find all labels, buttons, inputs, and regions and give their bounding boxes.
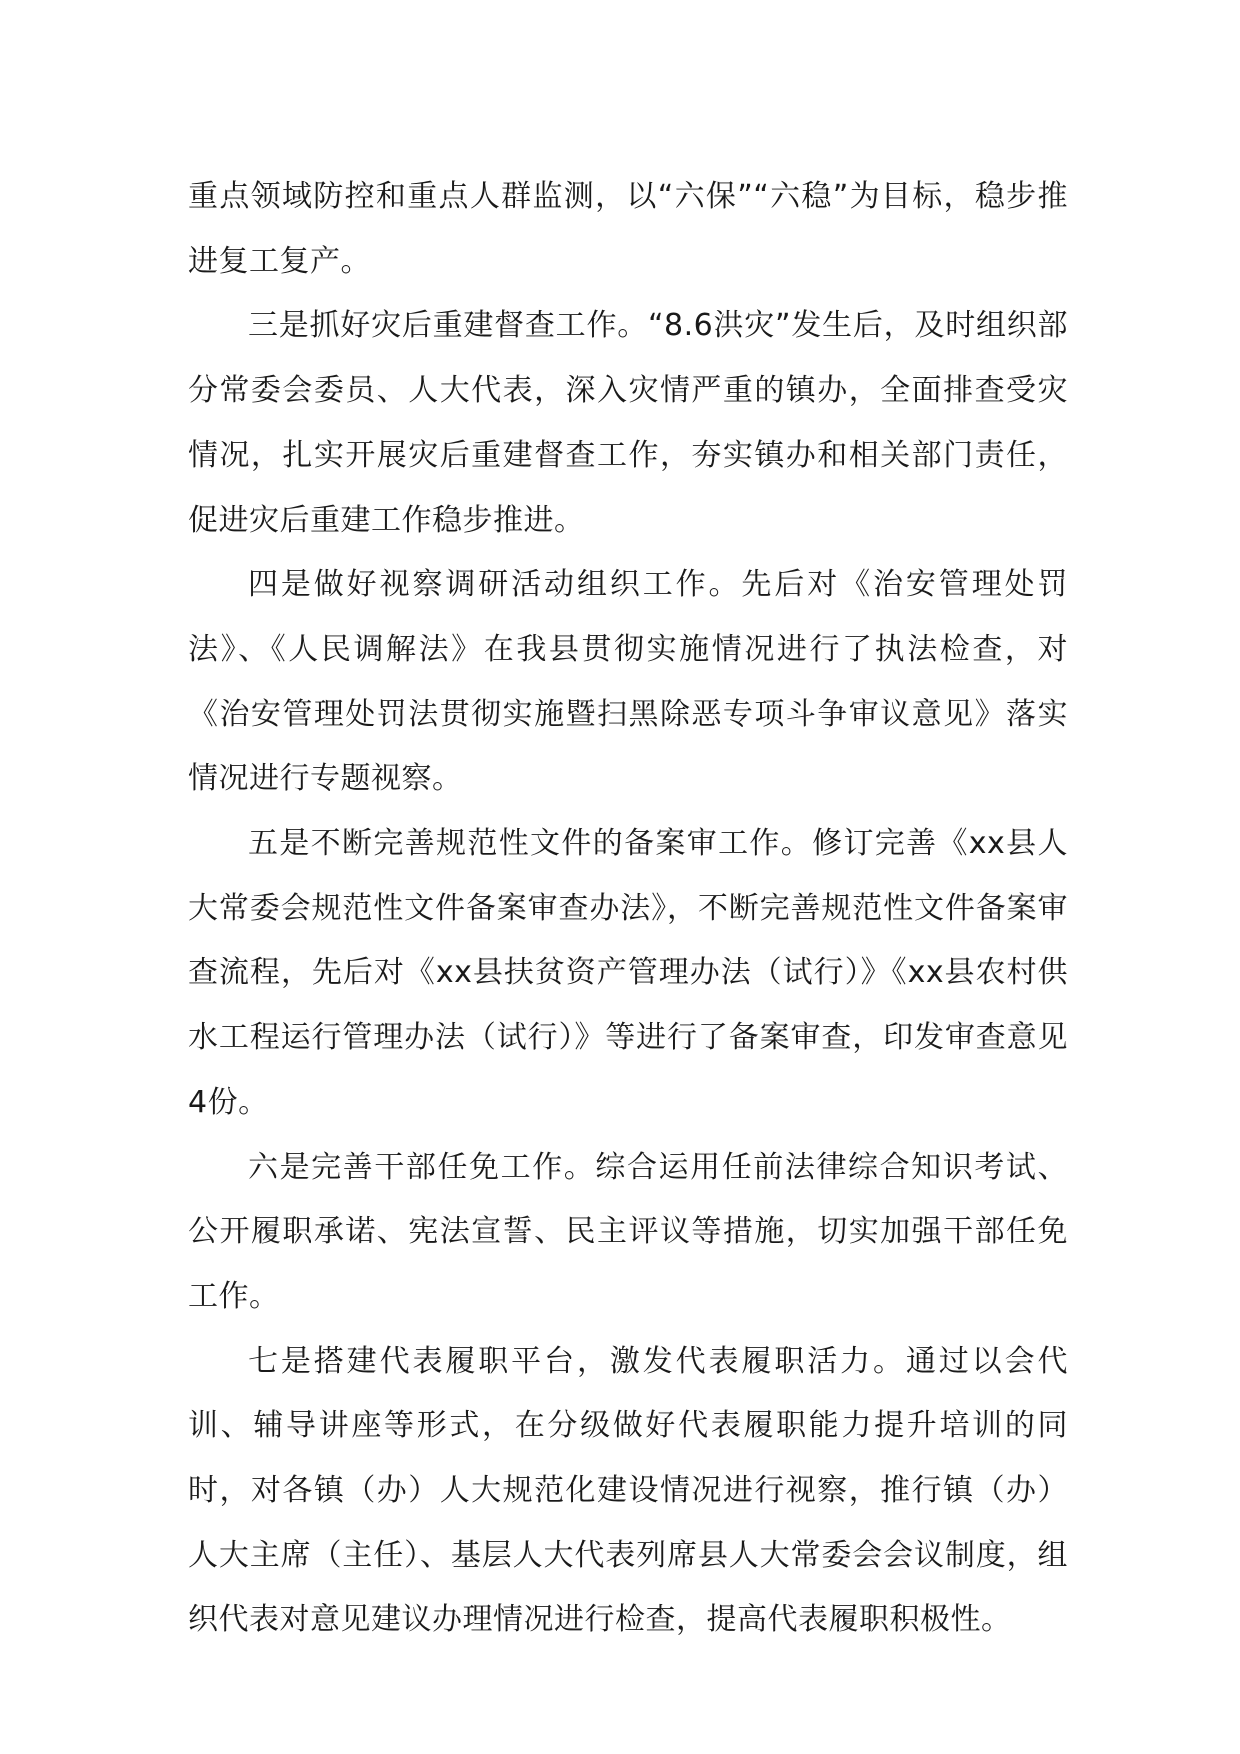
- document-body: [188, 165, 1068, 1653]
- paragraph-continuation: 重点领域防控和重点人群监测，以“六保”“六稳”为目标，稳步推进复工复产。: [188, 179, 1068, 279]
- paragraph-disaster-reconstruction: 三是抓好灾后重建督查工作。“8.6洪灾”发生后，及时组织部分常委会委员、人大代表，深入灾情严重的镇办，全面排查受灾情况，扎实开展灾后重建督查工作，夯实镇办和相关部门责任，促进灾后重建工作稳步推进。: [188, 308, 1068, 538]
- paragraph-normative-documents: 五是不断完善规范性文件的备案审工作。修订完善《xx县人大常委会规范性文件备案审查办法》，不断完善规范性文件备案审查流程，先后对《xx县扶贫资产管理办法（试行）》《xx县农村供水工程运行管理办法（试行）》等进行了备案审查，印发审查意见4份。: [188, 826, 1068, 1120]
- paragraph-cadre-appointment: 六是完善干部任免工作。综合运用任前法律综合知识考试、公开履职承诺、宪法宣誓、民主评议等措施，切实加强干部任免工作。: [188, 1149, 1068, 1314]
- paragraph-inspection-research: 四是做好视察调研活动组织工作。先后对《治安管理处罚法》、《人民调解法》在我县贯彻实施情况进行了执法检查，对《治安管理处罚法贯彻实施暨扫黑除恶专项斗争审议意见》落实情况进行专题视察。: [188, 567, 1068, 797]
- paragraph-deputy-platform: 七是搭建代表履职平台，激发代表履职活力。通过以会代训、辅导讲座等形式，在分级做好代表履职能力提升培训的同时，对各镇（办）人大规范化建设情况进行视察，推行镇（办）人大主席（主任）、基层人大代表列席县人大常委会会议制度，组织代表对意见建议办理情况进行检查，提高代表履职积极性。: [188, 1343, 1068, 1638]
